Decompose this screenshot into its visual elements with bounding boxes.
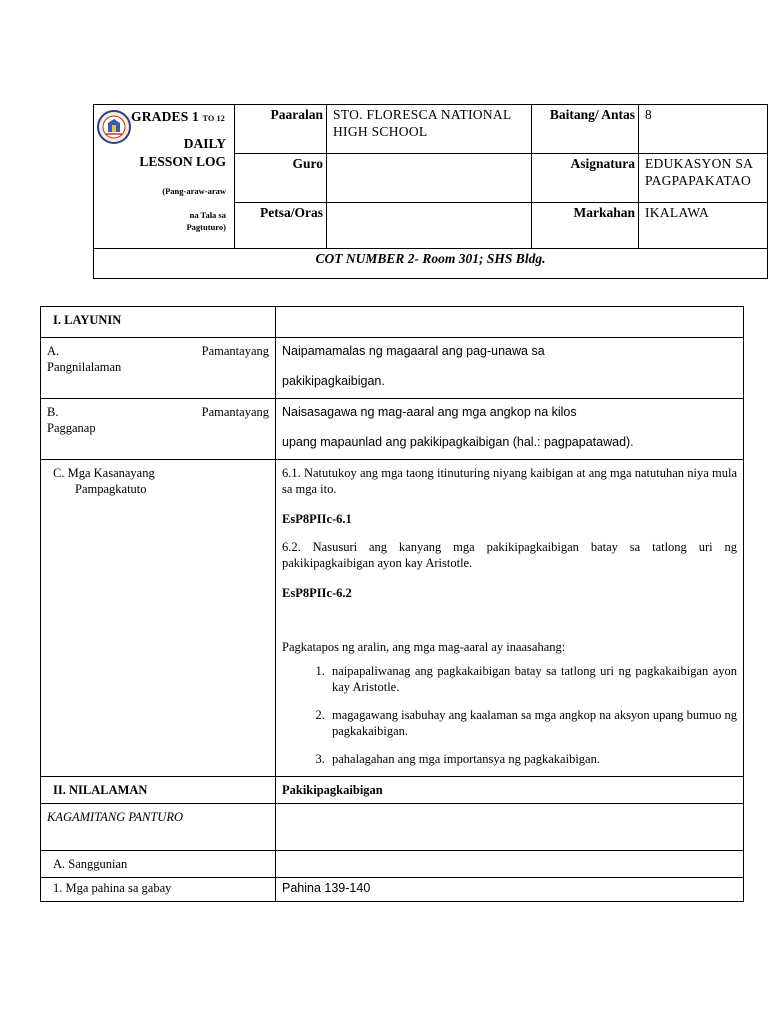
kagamitang-panturo-label: KAGAMITANG PANTURO — [41, 804, 276, 851]
petsa-value — [327, 203, 532, 249]
kasanayang-pampagkatuto-value — [276, 460, 744, 777]
objectives-list — [282, 663, 737, 767]
layunin-heading-value — [276, 307, 744, 338]
layunin-heading: I. LAYUNIN — [41, 307, 276, 338]
pamantayang-pangnilalaman-value: Naipamamalas ng magaaral ang pag-unawa sa pakikipagkaibigan. — [276, 338, 744, 399]
pahina-value: Pahina 139-140 — [276, 878, 744, 902]
competency-6-2: 6.2. Nasusuri ang kanyang mga pakikipagkaibigan batay sa tatlong uri ng pakikipagkaibigan ayon kay Aristotle. — [282, 540, 737, 570]
pamantayang-pagganap-value: Naisasagawa ng mag-aaral ang mga angkop na kilos upang mapaunlad ang pakikipagkaibigan (hal.: pagpapatawad). — [276, 399, 744, 460]
list-item: 2. magagawang isabuhay ang kaalaman sa mga angkop na aksyon upang bumuo ng pagkakaibigan. — [328, 707, 737, 739]
guro-label: Guro — [235, 154, 327, 203]
markahan-label: Markahan — [532, 203, 639, 249]
grades-title: GRADES 1 TO 12 — [131, 109, 225, 124]
asignatura-value: EDUKASYON SA PAGPAPAKATAO — [639, 154, 768, 203]
asignatura-label: Asignatura — [532, 154, 639, 203]
competency-6-1: 6.1. Natutukoy ang mga taong itinuturing niyang kaibigan at ang mga natutuhan niya mula sa mga ito. — [282, 466, 737, 496]
subtitle-line-2: na Tala sa — [189, 210, 226, 220]
objectives-intro: Pagkatapos ng aralin, ang mga mag-aaral ay inaasahang: — [282, 640, 566, 654]
kasanayang-pampagkatuto-label: C. Mga Kasanayang Pampagkatuto — [41, 460, 276, 777]
pahina-label: 1. Mga pahina sa gabay — [41, 878, 276, 902]
lesson-log-title: LESSON LOG — [139, 154, 226, 169]
baitang-value: 8 — [639, 105, 768, 154]
header-title-cell — [94, 105, 235, 249]
sanggunian-label: A. Sanggunian — [41, 851, 276, 878]
sanggunian-value — [276, 851, 744, 878]
markahan-value: IKALAWA — [639, 203, 768, 249]
cot-banner: COT NUMBER 2- Room 301; SHS Bldg. — [94, 249, 768, 279]
header-table — [93, 104, 768, 279]
nilalaman-value: Pakikipagkaibigan — [276, 777, 744, 804]
pamantayang-pagganap-label: B. Pamantayang Pagganap — [41, 399, 276, 460]
pamantayang-pangnilalaman-label: A. Pamantayang Pangnilalaman — [41, 338, 276, 399]
competency-code-2: EsP8PIIc-6.2 — [282, 586, 352, 600]
lesson-plan-table — [40, 306, 744, 902]
list-item: 1. naipapaliwanag ang pagkakaibigan batay sa tatlong uri ng pagkakaibigan ayon kay Aristotle. — [328, 663, 737, 695]
guro-value — [327, 154, 532, 203]
list-item: 3. pahalagahan ang mga importansya ng pagkakaibigan. — [328, 751, 737, 767]
paaralan-value: STO. FLORESCA NATIONAL HIGH SCHOOL — [327, 105, 532, 154]
paaralan-label: Paaralan — [235, 105, 327, 154]
baitang-label: Baitang/ Antas — [532, 105, 639, 154]
kagamitang-panturo-value — [276, 804, 744, 851]
nilalaman-heading: II. NILALAMAN — [41, 777, 276, 804]
daily-title: DAILY — [183, 136, 226, 151]
deped-seal-icon — [97, 110, 131, 144]
competency-code-1: EsP8PIIc-6.1 — [282, 512, 352, 526]
subtitle-lines — [186, 209, 226, 233]
subtitle-line-3: Pagtuturo) — [186, 222, 226, 232]
subtitle-line-1: (Pang-araw-araw — [162, 186, 226, 196]
petsa-label: Petsa/Oras — [235, 203, 327, 249]
